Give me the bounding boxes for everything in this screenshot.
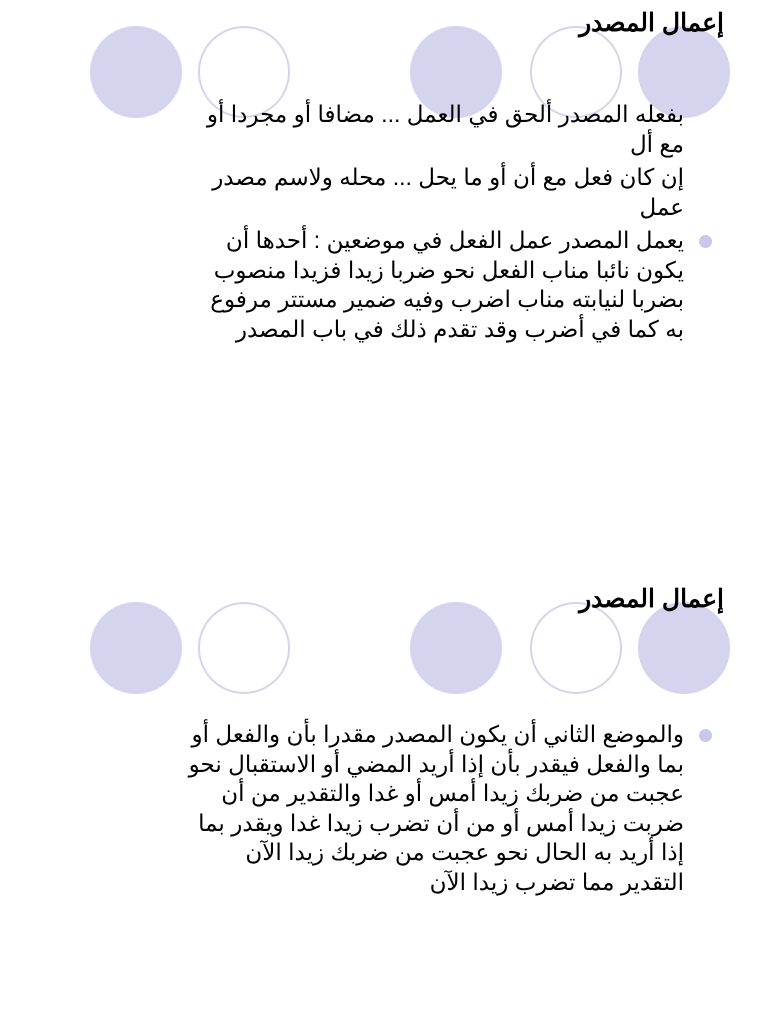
text-line: إن كان فعل مع أن أو ما يحل ... محله ولاسم مصدر: [212, 164, 684, 190]
decor-circle-filled-icon: [638, 602, 730, 694]
text-line: بضربا لنيابته مناب اضرب وفيه ضمير مستتر مرفوع: [210, 286, 684, 312]
text-line: إذا أريد به الحال نحو عجبت من ضربك زيدا الآن: [245, 839, 684, 865]
paragraph: [207, 100, 684, 159]
text-line: عمل: [639, 193, 684, 220]
bullet-icon: [699, 729, 712, 742]
text-line: التقدير مما تضرب زيدا الآن: [429, 868, 684, 895]
text-line: يكون نائبا مناب الفعل نحو ضربا زيدا فزيدا منصوب: [213, 256, 684, 283]
text-line: والموضع الثاني أن يكون المصدر مقدرا بأن والفعل أو: [191, 721, 684, 747]
decor-circle-filled-icon: [90, 26, 182, 118]
bullet-paragraph: [207, 226, 684, 344]
slide-body: [207, 100, 684, 348]
slide-title: إعمال المصدر: [579, 9, 724, 37]
decor-circle-filled-icon: [410, 602, 502, 694]
text-line: بما والفعل فيقدر بأن إذا أريد المضي أو الاستقبال نحو: [188, 750, 684, 777]
text-line: مع أل: [629, 130, 684, 157]
decor-circle-filled-icon: [90, 602, 182, 694]
text-line: يعمل المصدر عمل الفعل في موضعين : أحدها أن: [225, 227, 684, 253]
text-line: بفعله المصدر ألحق في العمل ... مضافا أو مجردا أو: [206, 101, 684, 127]
text-line: عجبت من ضربك زيدا أمس أو غدا والتقدير من أن: [221, 780, 684, 806]
decor-circle-outline-icon: [530, 602, 622, 694]
bullet-paragraph: [189, 720, 684, 897]
slide-body: [189, 720, 684, 901]
slide-2: [0, 512, 768, 1024]
slide-title: إعمال المصدر: [579, 585, 724, 613]
decor-circle-outline-icon: [198, 602, 290, 694]
paragraph: [207, 163, 684, 222]
text-line: ضربت زيدا أمس أو من أن تضرب زيدا غدا ويقدر بما: [198, 809, 684, 836]
bullet-icon: [699, 235, 712, 248]
text-line: به كما في أضرب وقد تقدم ذلك في باب المصدر: [235, 315, 684, 342]
